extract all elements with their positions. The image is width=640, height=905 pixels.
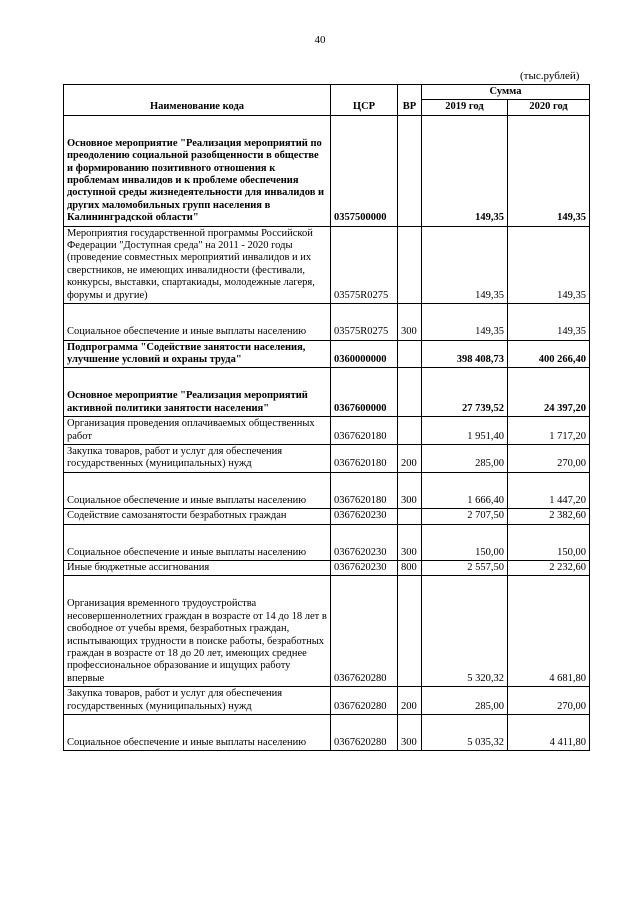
table-row (64, 524, 590, 560)
page-number: 40 (314, 34, 326, 46)
header-sum: Сумма (422, 85, 590, 100)
row-name: Организация временного трудоустройства несовершеннолетних граждан в возрасте от 14 до 18 лет в свободное от учебы время, безработных граждан, испытывающих трудности в поиске работы, безработных граждан в возрасте от 18 до 20 лет, имеющих среднее профессиональное образование и ищущих работу впервые (64, 576, 331, 687)
row-sum-2019: 150,00 (422, 524, 508, 560)
row-csr: 0367600000 (331, 368, 398, 417)
table-row (64, 417, 590, 445)
row-name: Иные бюджетные ассигнования (64, 560, 331, 575)
row-sum-2020: 4 681,80 (508, 576, 590, 687)
row-csr: 0367620280 (331, 687, 398, 715)
row-vr: 800 (398, 560, 422, 575)
row-name: Основное мероприятие "Реализация мероприятий активной политики занятости населения" (64, 368, 331, 417)
row-sum-2020: 1 447,20 (508, 472, 590, 508)
row-sum-2019: 285,00 (422, 687, 508, 715)
table-row (64, 576, 590, 687)
row-sum-2019: 2 707,50 (422, 509, 508, 524)
row-sum-2020: 149,35 (508, 115, 590, 226)
row-vr: 300 (398, 524, 422, 560)
row-name: Социальное обеспечение и иные выплаты населению (64, 304, 331, 340)
row-vr (398, 509, 422, 524)
row-sum-2019: 285,00 (422, 444, 508, 472)
header-vr: ВР (398, 85, 422, 116)
table-row (64, 444, 590, 472)
header-year-2020: 2020 год (508, 100, 590, 115)
row-name: Организация проведения оплачиваемых общественных работ (64, 417, 331, 445)
row-csr: 0357500000 (331, 115, 398, 226)
row-csr: 03575R0275 (331, 304, 398, 340)
row-sum-2020: 149,35 (508, 226, 590, 303)
row-name: Социальное обеспечение и иные выплаты населению (64, 472, 331, 508)
row-csr: 0367620280 (331, 715, 398, 751)
row-sum-2019: 149,35 (422, 226, 508, 303)
row-csr: 0360000000 (331, 340, 398, 368)
row-sum-2019: 5 035,32 (422, 715, 508, 751)
row-csr: 03575R0275 (331, 226, 398, 303)
row-vr (398, 226, 422, 303)
row-sum-2020: 150,00 (508, 524, 590, 560)
row-sum-2020: 2 382,60 (508, 509, 590, 524)
row-csr: 0367620230 (331, 509, 398, 524)
row-sum-2019: 1 951,40 (422, 417, 508, 445)
row-csr: 0367620180 (331, 417, 398, 445)
header-name: Наименование кода (64, 85, 331, 116)
header-year-2019: 2019 год (422, 100, 508, 115)
row-sum-2019: 27 739,52 (422, 368, 508, 417)
row-sum-2020: 149,35 (508, 304, 590, 340)
row-vr: 200 (398, 687, 422, 715)
table-row (64, 304, 590, 340)
row-name: Основное мероприятие "Реализация мероприятий по преодолению социальной разобщенности в обществе и формированию позитивного отношения к проблемам инвалидов и к проблеме обеспечения доступной среды жизнедеятельности для инвалидов и других маломобильных групп населения в Калининградской области" (64, 115, 331, 226)
table-row (64, 115, 590, 226)
table-row (64, 368, 590, 417)
row-name: Закупка товаров, работ и услуг для обеспечения государственных (муниципальных) нужд (64, 444, 331, 472)
table-row (64, 509, 590, 524)
row-sum-2020: 270,00 (508, 444, 590, 472)
row-sum-2019: 149,35 (422, 115, 508, 226)
row-vr (398, 115, 422, 226)
row-sum-2020: 400 266,40 (508, 340, 590, 368)
row-sum-2020: 270,00 (508, 687, 590, 715)
row-vr: 300 (398, 472, 422, 508)
row-vr (398, 576, 422, 687)
row-sum-2019: 1 666,40 (422, 472, 508, 508)
unit-note: (тыс.рублей) (520, 70, 580, 82)
row-csr: 0367620180 (331, 444, 398, 472)
budget-table (63, 84, 590, 751)
row-vr (398, 417, 422, 445)
row-csr: 0367620230 (331, 560, 398, 575)
row-csr: 0367620230 (331, 524, 398, 560)
table-body (64, 115, 590, 751)
row-sum-2019: 2 557,50 (422, 560, 508, 575)
row-sum-2020: 2 232,60 (508, 560, 590, 575)
table-row (64, 560, 590, 575)
row-vr: 300 (398, 715, 422, 751)
table-row (64, 715, 590, 751)
row-sum-2020: 24 397,20 (508, 368, 590, 417)
row-name: Социальное обеспечение и иные выплаты населению (64, 524, 331, 560)
row-csr: 0367620280 (331, 576, 398, 687)
row-csr: 0367620180 (331, 472, 398, 508)
row-name: Подпрограмма "Содействие занятости населения, улучшение условий и охраны труда" (64, 340, 331, 368)
row-sum-2019: 5 320,32 (422, 576, 508, 687)
row-name: Социальное обеспечение и иные выплаты населению (64, 715, 331, 751)
header-csr: ЦСР (331, 85, 398, 116)
row-sum-2020: 1 717,20 (508, 417, 590, 445)
row-name: Содействие самозанятости безработных граждан (64, 509, 331, 524)
row-name: Мероприятия государственной программы Российской Федерации "Доступная среда" на 2011 - 2020 годы (проведение совместных мероприятий инвалидов и их сверстников, не имеющих инвалидности (фестивали, конкурсы, выставки, спартакиады, молодежные лагеря, форумы и другие) (64, 226, 331, 303)
row-sum-2019: 149,35 (422, 304, 508, 340)
row-vr (398, 368, 422, 417)
row-vr: 200 (398, 444, 422, 472)
row-vr: 300 (398, 304, 422, 340)
row-sum-2019: 398 408,73 (422, 340, 508, 368)
table-row (64, 226, 590, 303)
table-row (64, 687, 590, 715)
row-name: Закупка товаров, работ и услуг для обеспечения государственных (муниципальных) нужд (64, 687, 331, 715)
row-vr (398, 340, 422, 368)
row-sum-2020: 4 411,80 (508, 715, 590, 751)
table-row (64, 472, 590, 508)
table-row (64, 340, 590, 368)
